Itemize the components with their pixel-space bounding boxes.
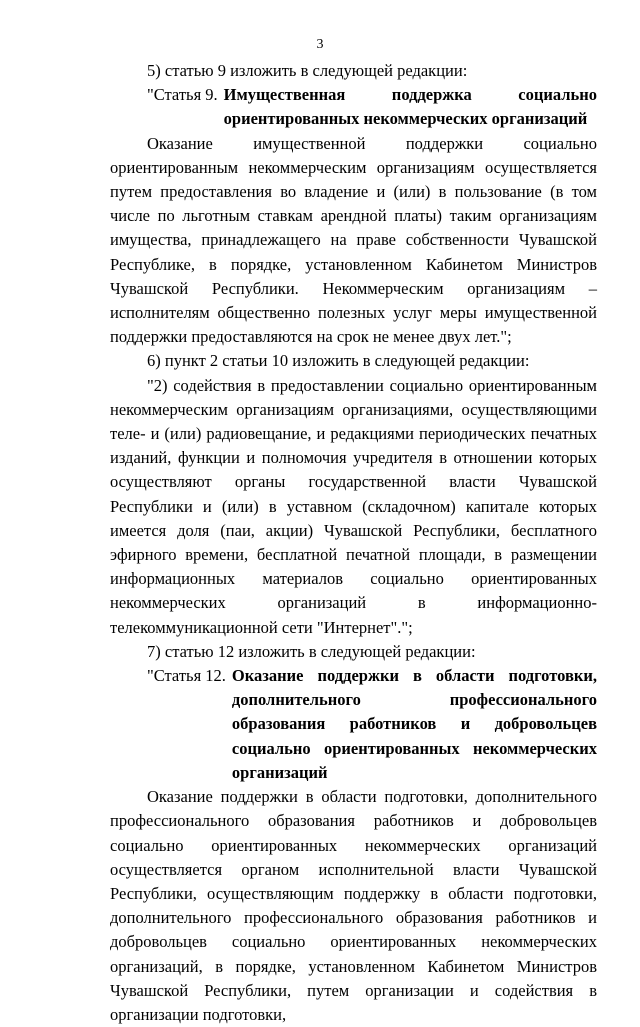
article-9-heading: Имущественная поддержка социально ориентированных некоммерческих организаций [223,85,597,129]
page-number: 3 [316,37,324,52]
item-6-intro: 6) пункт 2 статьи 10 изложить в следующей редакции: [147,351,530,371]
article-12-body: Оказание поддержки в области подготовки, дополнительного профессионального образования работников и добровольцев социально ориентированных некоммерческих организаций осуществляется органом исполнительной власти Чувашской Республики, осуществляющим поддержку в области подготовки, дополнительного профессионального образования работников и добровольцев социально ориентированных некоммерческих организаций, в порядке, установленном Кабинетом Министров Чувашской Республики, путем организации и содействия в организации подготовки, [110,787,597,1024]
article-12-heading: Оказание поддержки в области подготовки, дополнительного профессионального образования работников и добровольцев социально ориентированных некоммерческих организаций [231,666,597,782]
article-10-point-2-body: "2) содействия в предоставлении социально ориентированным некоммерческим организациям организациями, осуществляющими теле- и (или) радиовещание, и редакциями периодических печатных изданий, функции и полномочия учредителя в отношении которых осуществляют органы государственной власти Чувашской Республики и (или) в уставном (складочном) капитале которых имеется доля (паи, акции) Чувашской Республики, бесплатного эфирного времени, бесплатной печатной площади, в размещении информационных материалов социально ориентированных некоммерческих организаций в информационно-телекоммуникационной сети "Интернет"."; [110,375,597,637]
article-9-title [110,83,597,131]
article-9-body: Оказание имущественной поддержки социально ориентированным некоммерческим организациям осуществляется путем предоставления во владение и (или) в пользование (в том числе по льготным ставкам арендной платы) таким организациям имущества, принадлежащего на праве собственности Чувашской Республике, в порядке, установленном Кабинетом Министров Чувашской Республики. Некоммерческим организациям – исполнителям общественно полезных услуг меры имущественной поддержки предоставляются на срок не менее двух лет."; [110,133,597,347]
document-body [110,59,597,1027]
article-12-lead: "Статья 12. [147,666,226,686]
item-5-intro: 5) статью 9 изложить в следующей редакции: [147,61,468,80]
article-9-lead: "Статья 9. [147,85,218,105]
article-12-title [110,664,597,785]
item-7-intro: 7) статью 12 изложить в следующей редакции: [147,641,476,661]
